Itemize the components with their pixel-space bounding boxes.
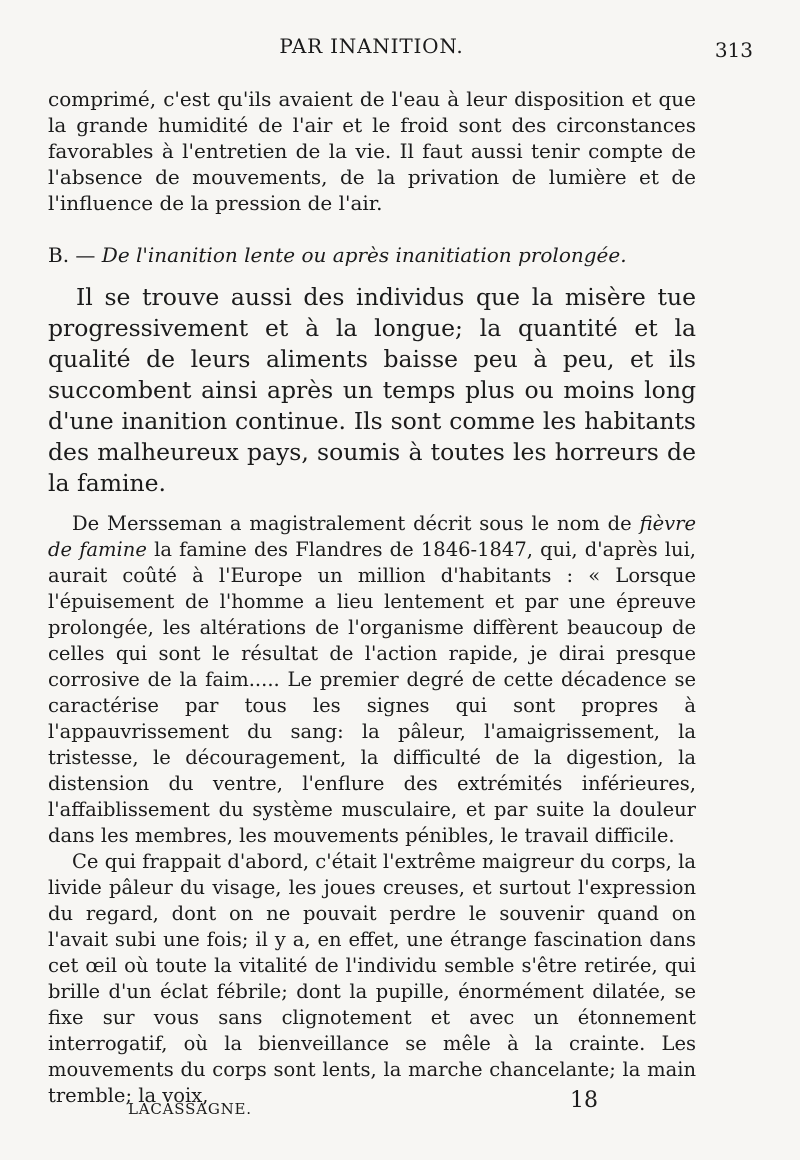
- paragraph-observations: Ce qui frappait d'abord, c'était l'extrême maigreur du corps, la livide pâleur du visage, les joues creuses, et surtout l'expression du regard, dont on ne pouvait perdre le souvenir quand on l'avait subi une fois; il y a, en effet, une étrange fascination dans cet œil où toute la vitalité de l'individu semble s'être retirée, qui brille d'un éclat fébrile; dont la pupille, énormément dilatée, se fixe sur vous sans clignotement et avec un étonnement interrogatif, où la bienveillance se mêle à la crainte. Les mouvements du corps sont lents, la marche chancelante; la main tremble; la voix,: [48, 850, 696, 1107]
- page-header: [48, 34, 753, 64]
- paragraph-large-intro: Il se trouve aussi des individus que la misère tue progressivement et à la longue; la quantité et la qualité de leurs aliments baisse peu à peu, et ils succombent ainsi après un temps plus ou moins long d'une inanition continue. Ils sont comme les habitants des malheureux pays, soumis à toutes les horreurs de la famine.: [48, 283, 696, 497]
- paragraph-mersseman: [48, 511, 696, 849]
- signature-mark: LACASSAGNE.: [128, 1100, 252, 1118]
- page-footer: [128, 1088, 598, 1118]
- section-heading: [48, 242, 696, 268]
- fever-famine-term: fièvre de famine: [48, 512, 697, 561]
- page-number: 313: [714, 38, 753, 62]
- running-head: PAR INANITION.: [279, 34, 464, 58]
- page-body: [48, 86, 696, 1109]
- mersseman-start: De Mersseman a magistralement décrit sous le nom de: [72, 512, 632, 535]
- mersseman-rest: la famine des Flandres de 1846-1847, qui, d'après lui, aurait coûté à l'Europe un million d'habitants : « Lorsque l'épuisement de l'homme a lieu lentement et par une épreuve prolongée, les altérations de l'organisme diffèrent beaucoup de celles qui sont le résultat de l'action rapide, je dirai presque corrosive de la faim..... Le premier degré de cette décadence se caractérise par tous les signes qui sont propres à l'appauvrissement du sang: la pâleur, l'amaigrissement, la tristesse, le découragement, la difficulté de la digestion, la distension du ventre, l'enflure des extrémités inférieures, l'affaiblissement du système musculaire, et par suite la douleur dans les membres, les mouvements pénibles, le travail difficile.: [48, 538, 697, 847]
- section-title: De l'inanition lente ou après inanitiation prolongée.: [101, 243, 627, 267]
- paragraph-continuation: comprimé, c'est qu'ils avaient de l'eau à leur disposition et que la grande humidité de l'air et le froid sont des circonstances favorables à l'entretien de la vie. Il faut aussi tenir compte de l'absence de mouvements, de la privation de lumière et de l'influence de la pression de l'air.: [48, 87, 696, 215]
- section-letter: B. —: [48, 243, 96, 267]
- signature-number: 18: [570, 1088, 598, 1113]
